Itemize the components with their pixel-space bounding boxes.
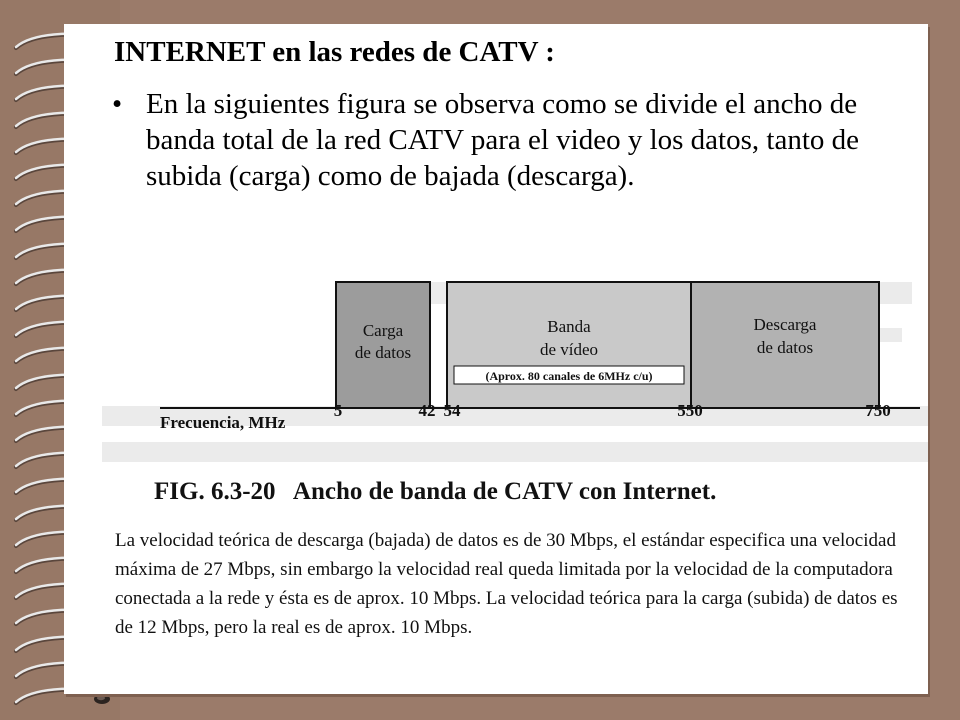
axis-label: Frecuencia, MHz bbox=[160, 413, 286, 432]
block-carga-datos-line1: Carga bbox=[362, 321, 404, 340]
tick-550: 550 bbox=[677, 401, 703, 420]
tick-42: 42 bbox=[418, 401, 436, 420]
tick-5: 5 bbox=[333, 401, 343, 420]
tick-54: 54 bbox=[443, 401, 461, 420]
block-descarga-datos-line1: Descarga bbox=[753, 315, 817, 334]
block-descarga-datos-line2: de datos bbox=[756, 338, 814, 357]
video-note: (Aprox. 80 canales de 6MHz c/u) bbox=[485, 369, 653, 383]
bullet-text: En la siguientes figura se observa como se divide el ancho de banda total de la red CATV para el video y los datos, tanto de subida (carga) como de bajada (descarga). bbox=[146, 88, 859, 192]
block-banda-video-line1: Banda bbox=[547, 317, 591, 336]
body-paragraph: La velocidad teórica de descarga (bajada) de datos es de 30 Mbps, el estándar especifica una velocidad máxima de 27 Mbps, sin embargo la velocidad real queda limitada por la velocidad de la computadora conectada a la rede y ésta es de aprox. 10 Mbps. La velocidad teórica para la carga (subida) de datos es de 12 Mbps, pero la real es de aprox. 10 Mbps. bbox=[115, 530, 898, 638]
block-carga-datos-line2: de datos bbox=[354, 343, 412, 362]
bullet-item bbox=[112, 86, 902, 194]
bullet-dot: • bbox=[112, 88, 123, 120]
bandwidth-diagram bbox=[102, 268, 928, 466]
figure-caption: FIG. 6.3-20 Ancho de banda de CATV con Internet. bbox=[154, 478, 717, 505]
block-banda-video-line2: de vídeo bbox=[539, 340, 599, 359]
tick-750: 750 bbox=[865, 401, 891, 420]
slide-title: INTERNET en las redes de CATV : bbox=[114, 36, 555, 68]
bandwidth-figure bbox=[102, 268, 928, 466]
